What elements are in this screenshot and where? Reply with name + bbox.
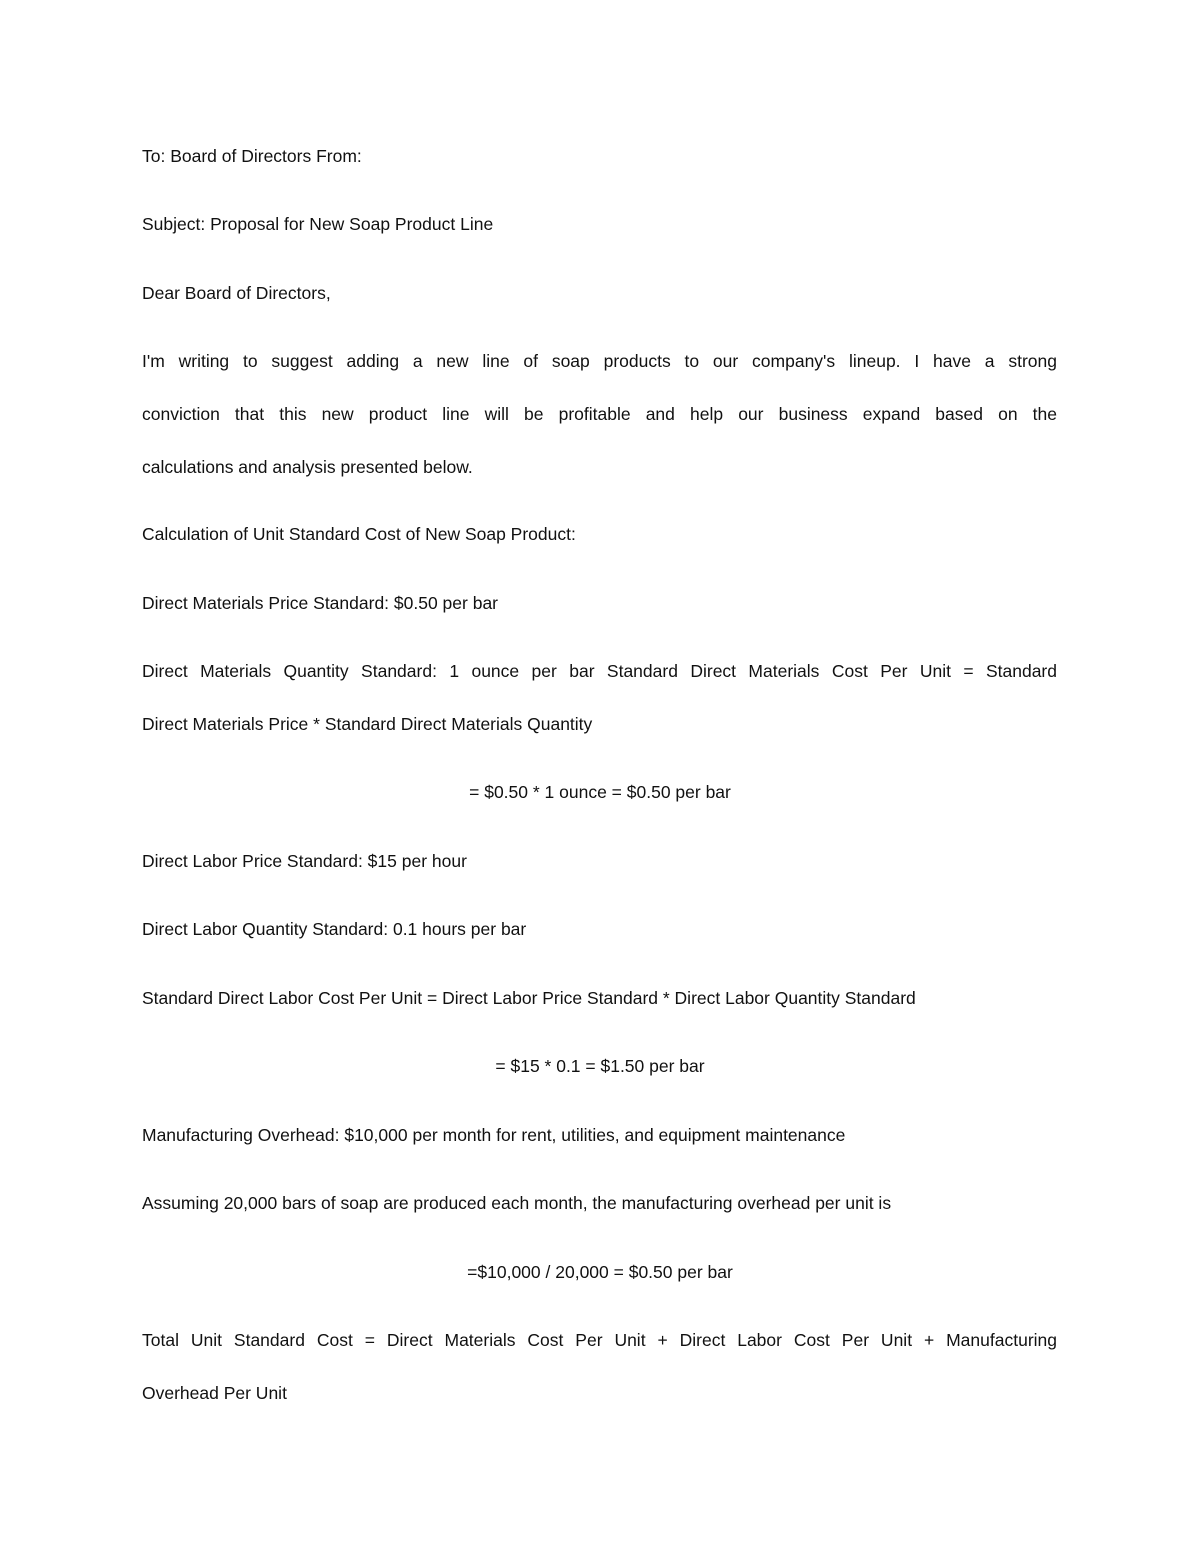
dm-result: = $0.50 * 1 ounce = $0.50 per bar — [469, 782, 731, 802]
overhead-line: Manufacturing Overhead: $10,000 per month for rent, utilities, and equipment maintenance — [142, 1125, 846, 1145]
intro-line-3: calculations and analysis presented below. — [142, 457, 473, 477]
subject-line: Subject: Proposal for New Soap Product Line — [142, 214, 494, 234]
intro-line-2: conviction that this new product line will be profitable and help our business expand based on the — [142, 404, 1057, 424]
calc-heading: Calculation of Unit Standard Cost of New Soap Product: — [142, 524, 576, 544]
dm-price-standard: Direct Materials Price Standard: $0.50 per bar — [142, 593, 498, 613]
total-line-1: Total Unit Standard Cost = Direct Materials Cost Per Unit + Direct Labor Cost Per Unit + Manufacturing — [142, 1330, 1057, 1350]
dm-quantity-line-1: Direct Materials Quantity Standard: 1 ounce per bar Standard Direct Materials Cost Per Unit = Standard — [142, 661, 1057, 681]
dl-result: = $15 * 0.1 = $1.50 per bar — [495, 1056, 705, 1076]
dl-formula: Standard Direct Labor Cost Per Unit = Direct Labor Price Standard * Direct Labor Quantity Standard — [142, 988, 916, 1008]
overhead-result: =$10,000 / 20,000 = $0.50 per bar — [467, 1262, 733, 1282]
intro-line-1: I'm writing to suggest adding a new line of soap products to our company's lineup. I have a strong — [142, 351, 1057, 371]
salutation: Dear Board of Directors, — [142, 283, 331, 303]
total-line-2: Overhead Per Unit — [142, 1383, 287, 1403]
overhead-assumption: Assuming 20,000 bars of soap are produced each month, the manufacturing overhead per unit is — [142, 1193, 892, 1213]
dm-quantity-line-2: Direct Materials Price * Standard Direct Materials Quantity — [142, 714, 593, 734]
dl-price-standard: Direct Labor Price Standard: $15 per hour — [142, 851, 467, 871]
to-from-line: To: Board of Directors From: — [142, 146, 362, 166]
dl-quantity-standard: Direct Labor Quantity Standard: 0.1 hours per bar — [142, 919, 527, 939]
